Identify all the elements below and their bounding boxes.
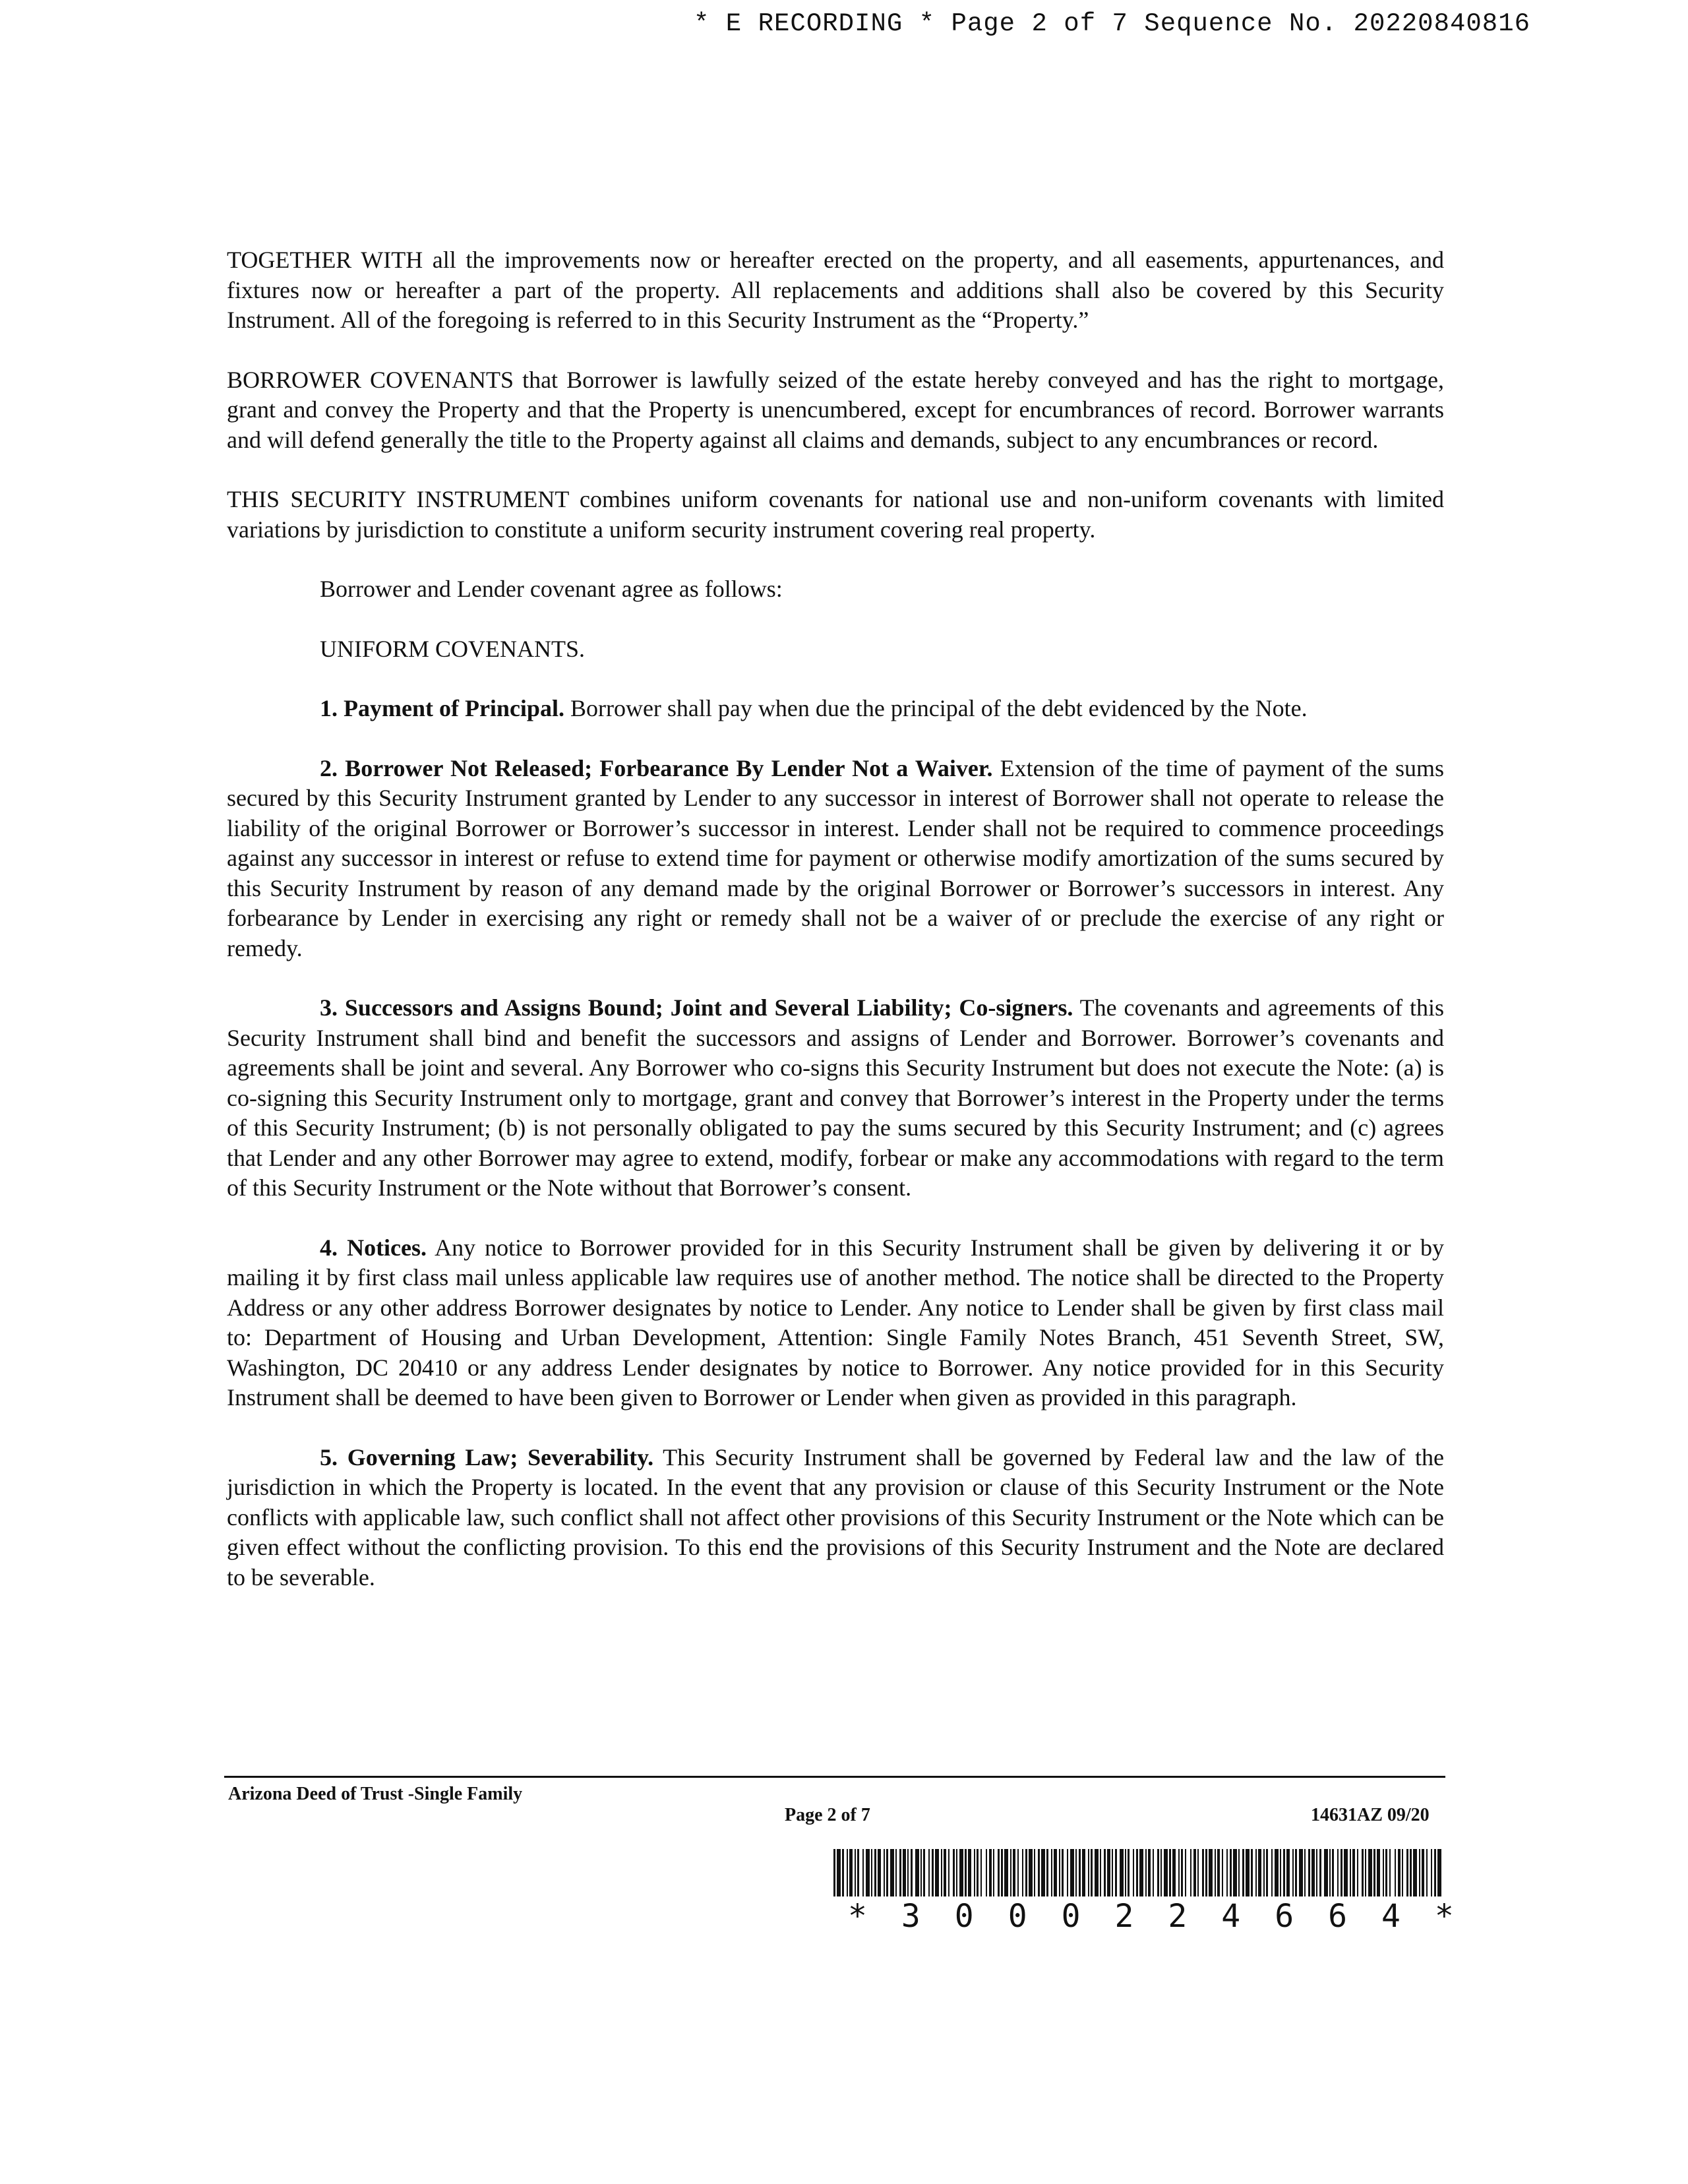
barcode-bar (1263, 1849, 1265, 1896)
barcode-bar (1413, 1849, 1417, 1896)
barcode-bar (1389, 1849, 1391, 1896)
covenant-1-heading: 1. Payment of Principal. (320, 695, 564, 721)
barcode-bar (1362, 1849, 1364, 1896)
barcode-bar (1034, 1849, 1035, 1896)
barcode-bar (1004, 1849, 1008, 1896)
barcode-bar (1172, 1849, 1176, 1896)
barcode-bar (953, 1849, 955, 1896)
barcode-bar (1075, 1849, 1077, 1896)
barcode-bar (989, 1849, 992, 1896)
barcode-bar (1205, 1849, 1207, 1896)
barcode-bar (1341, 1849, 1342, 1896)
covenant-2-text: Extension of the time of payment of the sums secured by this Security Instrument granted by Lender to any successor in interest of Borrower shall not operate to release the liability of the original Borrower or Borrower’s successor in interest. Lender shall not be required to commence proceedings against any successor in interest or refuse to extend time for payment or otherwise modify amortization of the sums secured by this Security Instrument by reason of any demand made by the original Borrower or Borrower’s successors in interest. Any forbearance by Lender in exercising any right or remedy shall not be a waiver of or preclude the exercise of any right or remedy. (227, 754, 1444, 961)
barcode-bar (1136, 1849, 1138, 1896)
barcode-bar (1242, 1849, 1244, 1896)
barcode-bar (1283, 1849, 1285, 1896)
barcode-bar (1275, 1849, 1279, 1896)
covenant-5-text: This Security Instrument shall be governed by Federal law and the law of the jurisdiction in which the Property is located. In the event that any provision or clause of this Security Instrument or the Note conflicts with applicable law, such conflict shall not affect other provisions of this Security Instrument or the Note which can be given effect without the conflicting provision. To this end the provisions of this Security Instrument and the Note are declared to be severable. (227, 1443, 1444, 1591)
barcode-bar (1337, 1849, 1339, 1896)
barcode-bar (1350, 1849, 1351, 1896)
barcode-bar (842, 1849, 844, 1896)
barcode-bar (1271, 1849, 1273, 1896)
barcode-bar (941, 1849, 942, 1896)
barcode-bar (855, 1849, 856, 1896)
barcode-bar (1062, 1849, 1064, 1896)
recording-header: * E RECORDING * Page 2 of 7 Sequence No. 20220840816 (694, 9, 1530, 38)
barcode-bar (1054, 1849, 1057, 1896)
barcode-bar (1157, 1849, 1159, 1896)
barcode-bar (878, 1849, 881, 1896)
barcode-bar (1202, 1849, 1204, 1896)
barcode-bar (1422, 1849, 1424, 1896)
barcode-bar (1222, 1849, 1223, 1896)
barcode-bar (849, 1849, 853, 1896)
barcode-bar (911, 1849, 913, 1896)
barcode-bar (1145, 1849, 1147, 1896)
barcode-bar (1115, 1849, 1117, 1896)
covenant-3 (227, 993, 1444, 1203)
covenant-2-heading: 2. Borrower Not Released; Forbearance By Lender Not a Waiver. (320, 754, 993, 781)
barcode-bar (956, 1849, 957, 1896)
barcode-bar (1292, 1849, 1294, 1896)
barcode-bar (1304, 1849, 1306, 1896)
barcode-bar (1025, 1849, 1027, 1896)
covenant-2 (227, 754, 1444, 964)
barcode-bar (895, 1849, 897, 1896)
barcode-bar (899, 1849, 901, 1896)
barcode-bar (1402, 1849, 1403, 1896)
covenant-3-heading: 3. Successors and Assigns Bound; Joint and Several Liability; Co-signers. (320, 994, 1073, 1021)
covenant-1 (227, 694, 1444, 724)
barcode-bar (1013, 1849, 1015, 1896)
barcode-bar (993, 1849, 994, 1896)
barcode-bar (1377, 1849, 1380, 1896)
barcode-bar (1251, 1849, 1253, 1896)
barcode-bar (1164, 1849, 1168, 1896)
barcode-bar (903, 1849, 906, 1896)
barcode-bar (833, 1849, 835, 1896)
barcode-bar (1316, 1849, 1317, 1896)
barcode-bar (1010, 1849, 1011, 1896)
footer-form-code: 14631AZ 09/20 (1311, 1805, 1430, 1825)
barcode-bar (1022, 1849, 1023, 1896)
barcode-bar (1209, 1849, 1213, 1896)
barcode-bar (1266, 1849, 1268, 1896)
barcode-bar (866, 1849, 870, 1896)
barcode-bar (1133, 1849, 1134, 1896)
barcode-bar (1238, 1849, 1240, 1896)
barcode-bar (1385, 1849, 1387, 1896)
barcode-bar (890, 1849, 894, 1896)
barcode-bar (932, 1849, 934, 1896)
barcode-bar (1193, 1849, 1196, 1896)
barcode-bar (1046, 1849, 1048, 1896)
barcode-bar (837, 1849, 841, 1896)
barcode-bar (1233, 1849, 1237, 1896)
barcode-bar (1185, 1849, 1186, 1896)
barcode-bar (1406, 1849, 1408, 1896)
uniform-covenants-heading: UNIFORM COVENANTS. (320, 635, 586, 662)
agree-line: Borrower and Lender covenant agree as follows: (320, 576, 783, 602)
document-body (227, 245, 1444, 1622)
barcode-bar (935, 1849, 939, 1896)
barcode-bar (1344, 1849, 1348, 1896)
barcode-bar (1160, 1849, 1162, 1896)
barcode-bar (1088, 1849, 1089, 1896)
footer-page-number: Page 2 of 7 (785, 1805, 870, 1825)
barcode-bar (1373, 1849, 1375, 1896)
barcode-bar (1246, 1849, 1250, 1896)
together-with-paragraph: TOGETHER WITH all the improvements now or hereafter erected on the property, and all easements, appurtenances, and fixtures now or hereafter a part of the property. All replacements and additions shall also be covered by this Security Instrument. All of the foregoing is referred to in this Security Instrument as the “Property.” (227, 247, 1444, 333)
barcode-bar (923, 1849, 925, 1896)
barcode-bar (1112, 1849, 1113, 1896)
barcode-bar (1299, 1849, 1303, 1896)
barcode-bar (1128, 1849, 1130, 1896)
barcode-bar (1104, 1849, 1106, 1896)
barcode-bar (1017, 1849, 1019, 1896)
barcode-bar (857, 1849, 859, 1896)
barcode-bar (907, 1849, 909, 1896)
barcode-bar (1059, 1849, 1060, 1896)
barcode-bar (980, 1849, 982, 1896)
barcode-bar (1120, 1849, 1124, 1896)
barcode-bar (1357, 1849, 1358, 1896)
barcode-bar (920, 1849, 922, 1896)
barcode-bar (1051, 1849, 1052, 1896)
barcode-bar (1258, 1849, 1261, 1896)
barcode-bar (847, 1849, 848, 1896)
barcode-bar (1437, 1849, 1441, 1896)
covenant-3-text: The covenants and agreements of this Security Instrument shall bind and benefit the successors and assigns of Lender and Borrower. Borrower’s covenants and agreements shall be joint and several. Any Borrower who co-signs this Security Instrument but does not execute the Note: (a) is co-signing this Security Instrument only to mortgage, grant and convey that Borrower’s interest in the Property under the terms of this Security Instrument; (b) is not personally obligated to pay the sums secured by this Security Instrument; and (c) agrees that Lender and any other Borrower may agree to extend, modify, forbear or make any accommodations with regard to the term of this Security Instrument or the Note without that Borrower’s consent. (227, 994, 1444, 1201)
barcode-bar (886, 1849, 888, 1896)
barcode-bar (915, 1849, 919, 1896)
barcode-bar (1067, 1849, 1068, 1896)
covenant-4-heading: 4. Notices. (320, 1234, 427, 1261)
barcode-bar (1070, 1849, 1074, 1896)
barcode-bar (874, 1849, 876, 1896)
barcode-bar (1226, 1849, 1228, 1896)
barcode-bar (1153, 1849, 1154, 1896)
barcode-bar (1255, 1849, 1257, 1896)
covenant-5 (227, 1443, 1444, 1593)
barcode-bar (1001, 1849, 1003, 1896)
barcode-bar (1215, 1849, 1216, 1896)
covenant-4-text: Any notice to Borrower provided for in this Security Instrument shall be given by delivering it or by mailing it by first class mail unless applicable law requires use of another method. The notice shall be directed to the Property Address or any other address Borrower designates by notice to Lender. Any notice to Lender shall be given by first class mail to: Department of Housing and Urban Development, Attention: Single Family Notes Branch, 451 Seventh Street, SW, Washington, DC 20410 or any address Lender designates by notice to Borrower. Any notice provided for in this Security Instrument shall be deemed to have been given to Borrower or Lender when given as provided in this paragraph. (227, 1234, 1444, 1410)
barcode-bar (974, 1849, 975, 1896)
barcode-bar (959, 1849, 963, 1896)
barcode-bar (1311, 1849, 1315, 1896)
barcode-bar (1295, 1849, 1297, 1896)
security-instrument-paragraph: THIS SECURITY INSTRUMENT combines uniform covenants for national use and non-uniform covenants with limited variations by jurisdiction to constitute a uniform security instrument covering real property. (227, 486, 1444, 543)
barcode-bar (948, 1849, 950, 1896)
barcode-bar (871, 1849, 872, 1896)
barcode-bar (1217, 1849, 1220, 1896)
barcode-bar (965, 1849, 967, 1896)
barcode-bar (1082, 1849, 1085, 1896)
barcode-bar (862, 1849, 864, 1896)
barcode-bar (1125, 1849, 1126, 1896)
barcode-bar (1426, 1849, 1428, 1896)
barcode-bar (1095, 1849, 1099, 1896)
covenant-1-text: Borrower shall pay when due the principal of the debt evidenced by the Note. (564, 695, 1308, 721)
barcode-bar (986, 1849, 987, 1896)
barcode-bar (1280, 1849, 1281, 1896)
barcode-bar (1029, 1849, 1033, 1896)
barcode-bar (1148, 1849, 1151, 1896)
borrower-covenants-paragraph: BORROWER COVENANTS that Borrower is lawfully seized of the estate hereby conveyed and has the right to mortgage, grant and convey the Property and that the Property is unencumbered, except for encumbrances of record. Borrower warrants and will defend generally the title to the Property against all claims and demands, subject to any encumbrances or record. (227, 366, 1444, 453)
barcode-bar (1332, 1849, 1334, 1896)
barcode-bar (1107, 1849, 1110, 1896)
barcode-bar (1398, 1849, 1401, 1896)
barcode-bar (928, 1849, 930, 1896)
barcode-bar (1091, 1849, 1093, 1896)
barcode-bar (1352, 1849, 1355, 1896)
barcode-bar (1197, 1849, 1199, 1896)
barcode-bar (1286, 1849, 1290, 1896)
barcode-bar (1181, 1849, 1183, 1896)
barcode-bar (1410, 1849, 1412, 1896)
barcode-bar (1383, 1849, 1384, 1896)
barcode-bar (1100, 1849, 1101, 1896)
covenant-5-heading: 5. Governing Law; Severability. (320, 1443, 654, 1471)
barcode-bar (1079, 1849, 1081, 1896)
barcode-bar (1365, 1849, 1366, 1896)
barcode-bar (1324, 1849, 1328, 1896)
barcode-bar (1434, 1849, 1436, 1896)
barcode-bar (998, 1849, 1000, 1896)
barcode-bar (1041, 1849, 1045, 1896)
covenant-4 (227, 1233, 1444, 1413)
barcode-bar (1139, 1849, 1143, 1896)
barcode-bar (1169, 1849, 1171, 1896)
barcode-bar (1230, 1849, 1232, 1896)
footer-form-title: Arizona Deed of Trust -Single Family (228, 1784, 523, 1804)
barcode-bar (1308, 1849, 1310, 1896)
barcode-bar (884, 1849, 885, 1896)
barcode-bar (1395, 1849, 1396, 1896)
barcode-graphic (833, 1849, 1443, 1896)
barcode-bar (1038, 1849, 1040, 1896)
barcode-bar (1329, 1849, 1331, 1896)
barcode-number: *3000224664* (848, 1898, 1488, 1935)
barcode-bar (1190, 1849, 1191, 1896)
barcode-bar (944, 1849, 946, 1896)
barcode-bar (1368, 1849, 1372, 1896)
barcode-bar (977, 1849, 979, 1896)
barcode-bar (968, 1849, 971, 1896)
barcode-bar (1419, 1849, 1420, 1896)
barcode-bar (1319, 1849, 1321, 1896)
footer-divider (224, 1776, 1445, 1778)
barcode-bar (1178, 1849, 1180, 1896)
barcode-bar (1431, 1849, 1432, 1896)
